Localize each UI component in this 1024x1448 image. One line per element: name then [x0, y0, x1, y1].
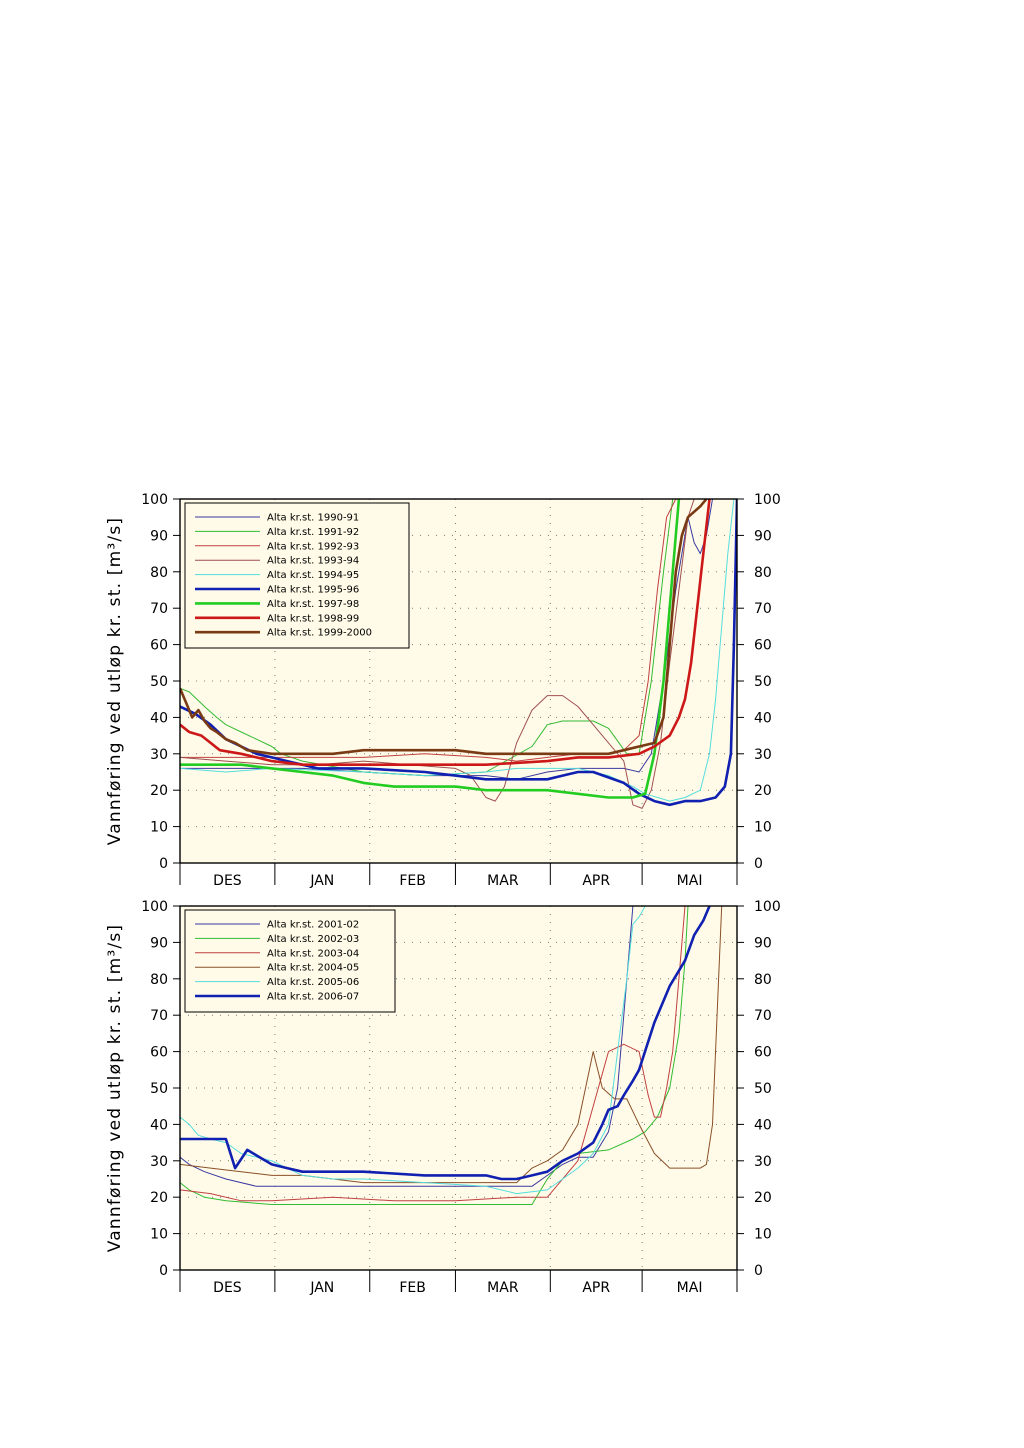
y-tick-label-right: 0 — [754, 1263, 763, 1279]
y-axis-title: Vannføring ved utløp kr. st. [m³/s] — [105, 923, 125, 1253]
y-tick-label-right: 60 — [754, 637, 772, 654]
y-tick-label-right: 70 — [754, 601, 772, 618]
month-label: MAI — [676, 1280, 703, 1296]
legend-label: Alta kr.st. 1998-99 — [267, 613, 360, 625]
month-label: FEB — [399, 873, 426, 889]
y-tick-label-left: 0 — [159, 1263, 168, 1279]
legend-label: Alta kr.st. 2003-04 — [267, 948, 360, 960]
y-tick-label-left: 100 — [141, 492, 168, 508]
y-tick-label-left: 70 — [150, 1008, 168, 1025]
y-tick-label-right: 40 — [754, 1117, 772, 1134]
month-label: MAI — [676, 873, 703, 889]
legend-label: Alta kr.st. 2005-06 — [267, 977, 360, 989]
chart-panel-2 — [105, 899, 781, 1296]
y-tick-label-left: 80 — [150, 971, 168, 988]
y-tick-label-left: 70 — [150, 601, 168, 618]
y-tick-label-right: 100 — [754, 492, 781, 508]
y-tick-label-right: 60 — [754, 1044, 772, 1061]
y-tick-label-right: 50 — [754, 1081, 772, 1097]
y-tick-label-left: 90 — [150, 528, 168, 545]
month-label: DES — [213, 1280, 242, 1296]
y-tick-label-left: 50 — [150, 1081, 168, 1097]
y-tick-label-right: 30 — [754, 1153, 772, 1170]
y-tick-label-right: 100 — [754, 899, 781, 915]
y-tick-label-right: 80 — [754, 971, 772, 988]
legend-label: Alta kr.st. 2002-03 — [267, 933, 360, 945]
chart-panel-1 — [105, 492, 781, 889]
y-tick-label-right: 20 — [754, 1190, 772, 1207]
legend-label: Alta kr.st. 2006-07 — [267, 991, 360, 1003]
legend — [185, 910, 395, 1012]
y-tick-label-left: 100 — [141, 899, 168, 915]
month-label: JAN — [310, 873, 335, 889]
y-tick-label-right: 50 — [754, 674, 772, 690]
y-tick-label-right: 80 — [754, 564, 772, 581]
month-label: MAR — [487, 1280, 519, 1296]
y-tick-label-left: 0 — [159, 856, 168, 872]
y-tick-label-right: 30 — [754, 746, 772, 763]
y-tick-label-left: 10 — [150, 1226, 168, 1243]
y-tick-label-left: 80 — [150, 564, 168, 581]
y-tick-label-left: 30 — [150, 746, 168, 763]
legend-label: Alta kr.st. 1999-2000 — [267, 627, 373, 639]
y-tick-label-left: 10 — [150, 819, 168, 836]
legend-label: Alta kr.st. 1995-96 — [267, 584, 360, 596]
y-tick-label-left: 60 — [150, 1044, 168, 1061]
y-tick-label-left: 60 — [150, 637, 168, 654]
legend-label: Alta kr.st. 1994-95 — [267, 570, 360, 582]
y-tick-label-left: 20 — [150, 1190, 168, 1207]
legend-label: Alta kr.st. 1990-91 — [267, 512, 360, 524]
y-tick-label-left: 40 — [150, 710, 168, 727]
y-tick-label-right: 10 — [754, 819, 772, 836]
legend-label: Alta kr.st. 1991-92 — [267, 526, 360, 538]
legend-label: Alta kr.st. 1992-93 — [267, 541, 360, 553]
y-tick-label-left: 30 — [150, 1153, 168, 1170]
month-label: JAN — [310, 1280, 335, 1296]
month-label: FEB — [399, 1280, 426, 1296]
y-tick-label-right: 10 — [754, 1226, 772, 1243]
month-label: DES — [213, 873, 242, 889]
y-tick-label-left: 20 — [150, 783, 168, 800]
y-axis-title: Vannføring ved utløp kr. st. [m³/s] — [105, 516, 125, 846]
legend-label: Alta kr.st. 2004-05 — [267, 962, 360, 974]
y-tick-label-right: 20 — [754, 783, 772, 800]
y-tick-label-left: 50 — [150, 674, 168, 690]
legend-label: Alta kr.st. 2001-02 — [267, 919, 360, 931]
month-label: APR — [582, 873, 611, 889]
legend-label: Alta kr.st. 1993-94 — [267, 555, 360, 567]
y-tick-label-right: 90 — [754, 528, 772, 545]
legend-label: Alta kr.st. 1997-98 — [267, 598, 360, 610]
y-tick-label-left: 90 — [150, 935, 168, 952]
y-tick-label-right: 40 — [754, 710, 772, 727]
y-tick-label-left: 40 — [150, 1117, 168, 1134]
y-tick-label-right: 0 — [754, 856, 763, 872]
y-tick-label-right: 70 — [754, 1008, 772, 1025]
month-label: APR — [582, 1280, 611, 1296]
month-label: MAR — [487, 873, 519, 889]
y-tick-label-right: 90 — [754, 935, 772, 952]
legend — [185, 503, 409, 648]
